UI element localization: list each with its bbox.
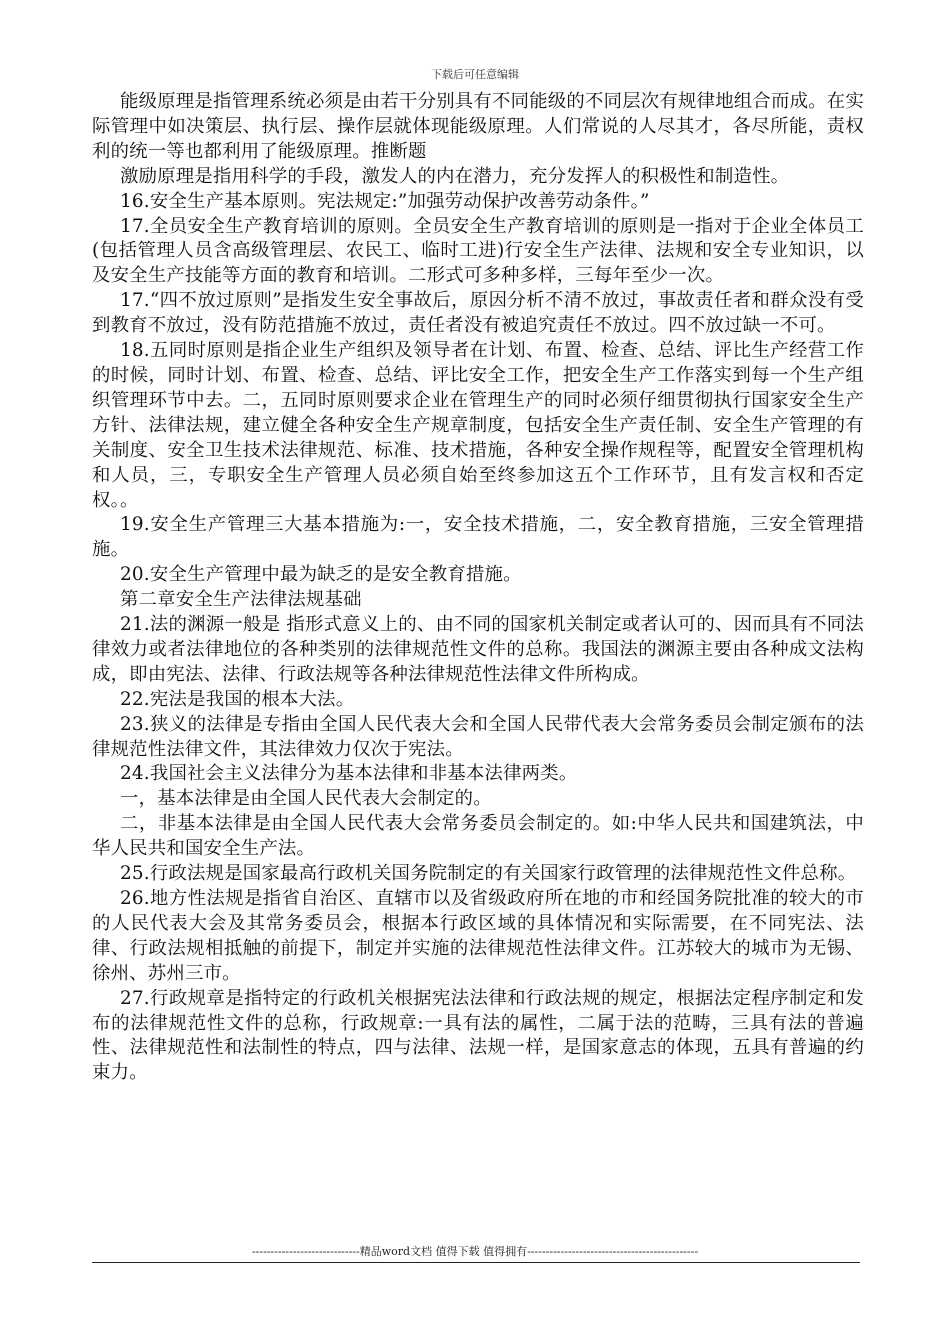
document-body xyxy=(92,90,864,1086)
paragraph-24: 24.我国社会主义法律分为基本法律和非基本法律两类。 xyxy=(120,763,578,785)
paragraph-17-training: 17.全员安全生产教育培训的原则。全员安全生产教育培训的原则是一指对于企业全体员工(包括管理人员含高级管理层、农民工、临时工进)行安全生产法律、法规和安全专业知识，以及安全生产技能等方面的教育和培训。二形式可多种多样，三每年至少一次。 xyxy=(92,215,864,287)
footer-divider xyxy=(92,1262,860,1263)
page-footer-text: -----------------------------精品word文档 值得下载 值得拥有---------------------------------------------- xyxy=(251,1245,699,1258)
paragraph-20: 20.安全生产管理中最为缺乏的是安全教育措施。 xyxy=(120,564,522,586)
paragraph-22: 22.宪法是我国的根本大法。 xyxy=(120,688,355,710)
paragraph-21: 21.法的渊源一般是 指形式意义上的、由不同的国家机关制定或者认可的、因而具有不同法律效力或者法律地位的各种类别的法律规范性文件的总称。我国法的渊源主要由各种成文法构成，即由宪法、法律、行政法规等各种法律规范性法律文件所构成。 xyxy=(92,614,864,685)
paragraph-26: 26.地方性法规是指省自治区、直辖市以及省级政府所在地的市和经国务院批准的较大的市的人民代表大会及其常务委员会，根据本行政区域的具体情况和实际需要，在不同宪法、法律、行政法规相抵触的前提下，制定并实施的法律规范性法律文件。江苏较大的城市为无锡、徐州、苏州三市。 xyxy=(92,888,864,984)
page-header: 下载后可任意编辑 xyxy=(431,68,519,81)
paragraph-energy-level-principle: 能级原理是指管理系统必须是由若干分别具有不同能级的不同层次有规律地组合而成。在实际管理中如决策层、执行层、操作层就体现能级原理。人们常说的人尽其才，各尽所能，责权利的统一等也都利用了能级原理。推断题 xyxy=(92,91,864,162)
paragraph-27: 27.行政规章是指特定的行政机关根据宪法法律和行政法规的规定，根据法定程序制定和发布的法律规范性文件的总称，行政规章:一具有法的属性，二属于法的范畴，三具有法的普遍性、法律规范性和法制性的特点，四与法律、法规一样，是国家意志的体现，五具有普遍的约束力。 xyxy=(92,987,864,1084)
paragraph-17-four-not-let-go: 17.“四不放过原则”是指发生安全事故后，原因分析不清不放过，事故责任者和群众没有受到教育不放过，没有防范措施不放过，责任者没有被追究责任不放过。四不放过缺一不可。 xyxy=(92,290,864,337)
paragraph-25: 25.行政法规是国家最高行政机关国务院制定的有关国家行政管理的法律规范性文件总称。 xyxy=(120,863,857,885)
paragraph-incentive-principle: 激励原理是指用科学的手段，激发人的内在潜力，充分发挥人的积极性和制造性。 xyxy=(120,165,790,187)
paragraph-18: 18.五同时原则是指企业生产组织及领导者在计划、布置、检查、总结、评比生产经营工作的时候，同时计划、布置、检查、总结、评比安全工作，把安全生产工作落实到每一个生产组织管理环节中去。二，五同时原则要求企业在管理生产的同时必须仔细贯彻执行国家安全生产方针、法律法规，建立健全各种安全生产规章制度，包括安全生产责任制、安全生产管理的有关制度、安全卫生技术法律规范、标准、技术措施，各种安全操作规程等，配置安全管理机构和人员，三，专职安全生产管理人员必须自始至终参加这五个工作环节，且有发言权和否定权。。 xyxy=(92,340,864,511)
paragraph-24-part-2: 二，非基本法律是由全国人民代表大会常务委员会制定的。如:中华人民共和国建筑法，中华人民共和国安全生产法。 xyxy=(92,813,864,860)
paragraph-16: 16.安全生产基本原则。宪法规定:”加强劳动保护改善劳动条件。” xyxy=(120,190,650,212)
chapter-heading: 第二章安全生产法律法规基础 xyxy=(120,589,362,611)
paragraph-23: 23.狭义的法律是专指由全国人民代表大会和全国人民带代表大会常务委员会制定颁布的法律规范性法律文件，其法律效力仅次于宪法。 xyxy=(92,713,864,760)
paragraph-24-part-1: 一，基本法律是由全国人民代表大会制定的。 xyxy=(120,788,492,810)
paragraph-19: 19.安全生产管理三大基本措施为:一，安全技术措施，二，安全教育措施，三安全管理措施。 xyxy=(92,514,864,561)
